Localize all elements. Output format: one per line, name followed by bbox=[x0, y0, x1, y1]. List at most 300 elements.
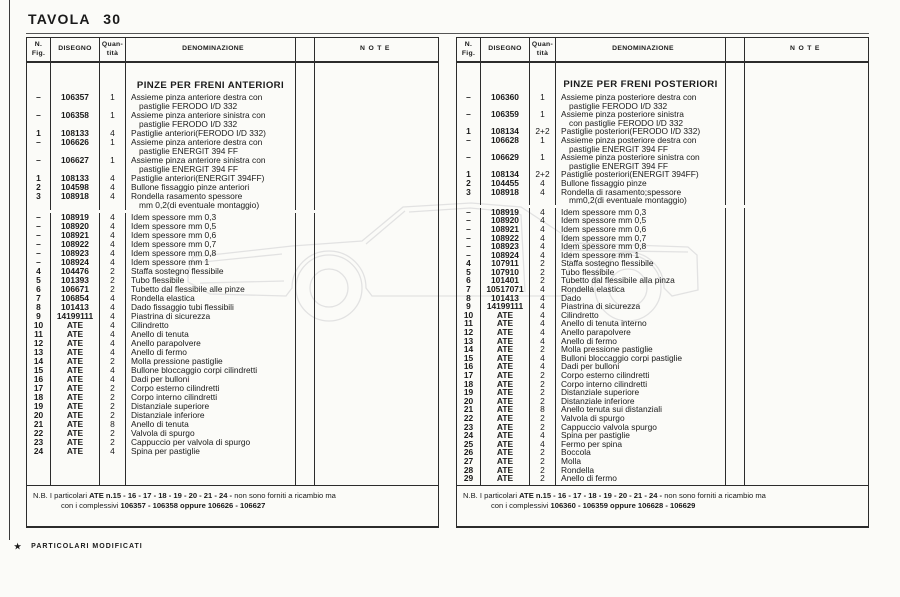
fig-cell: – bbox=[457, 216, 481, 225]
table-row bbox=[457, 302, 868, 311]
table-row bbox=[27, 393, 438, 402]
note-cell bbox=[745, 414, 868, 423]
note-cell bbox=[315, 231, 438, 240]
fig-cell: 5 bbox=[27, 276, 51, 285]
star-cell bbox=[726, 294, 745, 303]
denominazione-line: Distanziale superiore bbox=[561, 387, 640, 398]
denominazione-line: Assieme pinza posteriore sinistra bbox=[561, 109, 684, 120]
star-cell bbox=[296, 429, 315, 438]
fig-cell: – bbox=[27, 231, 51, 240]
table-row bbox=[27, 339, 438, 348]
disegno-cell: ATE bbox=[51, 402, 100, 411]
note-cell bbox=[315, 213, 438, 222]
table-row bbox=[27, 312, 438, 321]
disegno-cell: 108919 bbox=[51, 213, 100, 222]
qty-cell: 4 bbox=[100, 303, 126, 312]
disegno-cell: ATE bbox=[481, 362, 530, 371]
star-cell bbox=[726, 354, 745, 363]
fig-cell: – bbox=[27, 240, 51, 249]
denominazione-line: Corpo interno cilindretti bbox=[131, 392, 218, 402]
denominazione-line: Idem spessore mm 0,6 bbox=[561, 223, 647, 234]
disegno-cell: ATE bbox=[481, 423, 530, 432]
col-header-fig: N. Fig. bbox=[27, 38, 51, 61]
denominazione-line: Dadi per bulloni bbox=[561, 361, 620, 372]
star-cell bbox=[296, 357, 315, 366]
disegno-cell: 108924 bbox=[481, 251, 530, 260]
table-row bbox=[27, 384, 438, 393]
qty-cell: 4 bbox=[100, 213, 126, 222]
note-cell bbox=[745, 294, 868, 303]
note-cell bbox=[745, 127, 868, 136]
disegno-cell: 106358 bbox=[51, 111, 100, 129]
note-cell bbox=[315, 348, 438, 357]
denominazione-line: Bullone fissaggio pinze bbox=[561, 177, 647, 188]
fig-cell: – bbox=[457, 234, 481, 243]
star-cell bbox=[296, 321, 315, 330]
modified-parts-legend bbox=[14, 542, 143, 551]
denominazione-line: Anello di tenuta interno bbox=[561, 318, 647, 329]
qty-cell: 2 bbox=[530, 457, 556, 466]
denominazione-line: Bullone bloccaggio corpi cilindretti bbox=[131, 365, 258, 375]
table-row bbox=[457, 311, 868, 320]
fig-cell: 14 bbox=[457, 345, 481, 354]
note-cell bbox=[745, 457, 868, 466]
star-cell bbox=[726, 285, 745, 294]
disegno-cell: ATE bbox=[481, 319, 530, 328]
star-cell bbox=[296, 330, 315, 339]
star-cell bbox=[296, 93, 315, 111]
nb-footnote bbox=[457, 485, 868, 526]
denominazione-cell bbox=[126, 111, 296, 129]
star-cell bbox=[296, 192, 315, 210]
fig-cell: – bbox=[457, 242, 481, 251]
qty-cell: 1 bbox=[530, 110, 556, 127]
denominazione-line: Tubo flessibile bbox=[561, 266, 615, 277]
star-cell bbox=[726, 127, 745, 136]
fig-cell: 12 bbox=[457, 328, 481, 337]
fig-cell: – bbox=[457, 110, 481, 127]
note-cell bbox=[315, 285, 438, 294]
qty-cell: 4 bbox=[530, 431, 556, 440]
star-cell bbox=[726, 225, 745, 234]
qty-cell: 4 bbox=[100, 339, 126, 348]
note-cell bbox=[315, 411, 438, 420]
fig-cell: 10 bbox=[27, 321, 51, 330]
table-header bbox=[457, 38, 868, 63]
star-cell bbox=[726, 405, 745, 414]
denominazione-line: Pastiglie anteriori(ENERGIT 394FF) bbox=[131, 173, 265, 183]
table-row bbox=[27, 138, 438, 156]
fig-cell: 28 bbox=[457, 466, 481, 475]
denominazione-line: Corpo esterno cilindretti bbox=[131, 383, 220, 393]
qty-cell: 1 bbox=[100, 93, 126, 111]
star-cell bbox=[726, 388, 745, 397]
note-cell bbox=[745, 362, 868, 371]
star-cell bbox=[296, 366, 315, 375]
denominazione-line: Idem spessore mm 0,7 bbox=[561, 232, 647, 243]
table-row bbox=[457, 354, 868, 363]
fig-cell: 6 bbox=[27, 285, 51, 294]
qty-cell: 1 bbox=[100, 111, 126, 129]
disegno-cell: 108924 bbox=[51, 258, 100, 267]
qty-cell: 4 bbox=[100, 249, 126, 258]
table-row bbox=[457, 188, 868, 205]
disegno-cell: 104455 bbox=[481, 179, 530, 188]
disegno-cell: ATE bbox=[51, 420, 100, 429]
fig-cell: 24 bbox=[457, 431, 481, 440]
disegno-cell: ATE bbox=[481, 337, 530, 346]
qty-cell: 2 bbox=[530, 397, 556, 406]
note-cell bbox=[315, 276, 438, 285]
star-cell bbox=[296, 339, 315, 348]
star-cell bbox=[296, 375, 315, 384]
qty-cell: 4 bbox=[530, 294, 556, 303]
qty-cell: 2 bbox=[530, 474, 556, 483]
qty-cell: 4 bbox=[530, 188, 556, 205]
star-cell bbox=[726, 188, 745, 205]
star-cell bbox=[726, 448, 745, 457]
empty-filler-row bbox=[27, 456, 438, 485]
disegno-cell: 108921 bbox=[51, 231, 100, 240]
fig-cell: 9 bbox=[27, 312, 51, 321]
section-title: PINZE PER FRENI POSTERIORI bbox=[556, 63, 726, 93]
star-cell bbox=[726, 242, 745, 251]
note-cell bbox=[745, 328, 868, 337]
fig-cell: 9 bbox=[457, 302, 481, 311]
qty-cell: 4 bbox=[100, 348, 126, 357]
note-cell bbox=[315, 357, 438, 366]
qty-cell: 4 bbox=[100, 375, 126, 384]
star-cell bbox=[726, 380, 745, 389]
fig-cell: 2 bbox=[27, 183, 51, 192]
note-cell bbox=[745, 466, 868, 475]
fig-cell: 24 bbox=[27, 447, 51, 456]
note-cell bbox=[745, 354, 868, 363]
qty-cell: 2 bbox=[530, 423, 556, 432]
denominazione-line: Molla pressione pastiglie bbox=[131, 356, 223, 366]
fig-cell: 13 bbox=[27, 348, 51, 357]
qty-cell: 1 bbox=[530, 153, 556, 170]
qty-cell: 1 bbox=[100, 138, 126, 156]
denominazione-line: Rondella bbox=[561, 464, 595, 475]
denominazione-line: mm 0,2(di eventuale montaggio) bbox=[139, 200, 260, 210]
disegno-cell: 106359 bbox=[481, 110, 530, 127]
qty-cell: 4 bbox=[530, 208, 556, 217]
note-cell bbox=[745, 188, 868, 205]
disegno-cell: 108920 bbox=[51, 222, 100, 231]
note-cell bbox=[315, 330, 438, 339]
star-cell bbox=[296, 447, 315, 456]
disegno-cell: ATE bbox=[51, 447, 100, 456]
table-row bbox=[27, 366, 438, 375]
note-cell bbox=[745, 170, 868, 179]
denominazione-line: Cappuccio per valvola di spurgo bbox=[131, 437, 251, 447]
note-cell bbox=[315, 249, 438, 258]
table-row bbox=[457, 388, 868, 397]
nb-line1: N.B. I particolari ATE n.15 - 16 - 17 - 18 - 19 - 20 - 21 - 24 - non sono forniti a ricambio ma bbox=[33, 491, 336, 500]
disegno-cell: ATE bbox=[51, 429, 100, 438]
star-cell bbox=[296, 303, 315, 312]
note-cell bbox=[315, 456, 438, 485]
star-cell bbox=[296, 222, 315, 231]
disegno-cell: ATE bbox=[481, 466, 530, 475]
disegno-cell: 108922 bbox=[51, 240, 100, 249]
qty-cell: 4 bbox=[100, 312, 126, 321]
denominazione-line: Rondella elastica bbox=[561, 284, 625, 295]
disegno-cell: 107910 bbox=[481, 268, 530, 277]
denominazione-cell bbox=[556, 285, 726, 294]
qty-cell: 2+2 bbox=[530, 127, 556, 136]
denominazione-line: Idem spessore mm 0,5 bbox=[131, 221, 217, 231]
fig-cell: – bbox=[27, 213, 51, 222]
table-row bbox=[457, 457, 868, 466]
qty-cell: 4 bbox=[530, 216, 556, 225]
qty-cell: 4 bbox=[100, 294, 126, 303]
fig-cell: 23 bbox=[457, 423, 481, 432]
fig-cell: – bbox=[27, 93, 51, 111]
qty-cell: 2 bbox=[530, 466, 556, 475]
table-row bbox=[457, 414, 868, 423]
fig-cell: 26 bbox=[457, 448, 481, 457]
disegno-cell: ATE bbox=[51, 348, 100, 357]
fig-cell: 10 bbox=[457, 311, 481, 320]
denominazione-line: Idem spessore mm 0,3 bbox=[561, 206, 647, 217]
note-cell bbox=[315, 438, 438, 447]
fig-cell: – bbox=[457, 93, 481, 110]
denominazione-line: Rondella rasamento spessore bbox=[131, 191, 243, 201]
fig-cell: 8 bbox=[457, 294, 481, 303]
denominazione-line: Cappuccio valvola spurgo bbox=[561, 421, 657, 432]
qty-cell: 4 bbox=[530, 328, 556, 337]
denominazione-line: Idem spessore mm 1 bbox=[561, 249, 640, 260]
note-cell bbox=[315, 393, 438, 402]
star-cell bbox=[296, 138, 315, 156]
fig-cell: 18 bbox=[457, 380, 481, 389]
fig-cell: 1 bbox=[457, 170, 481, 179]
disegno-cell: 104476 bbox=[51, 267, 100, 276]
qty-cell: 4 bbox=[530, 311, 556, 320]
fig-cell: 7 bbox=[27, 294, 51, 303]
fig-cell: – bbox=[27, 111, 51, 129]
note-cell bbox=[745, 225, 868, 234]
qty-cell: 4 bbox=[100, 231, 126, 240]
denominazione-line: Assieme pinza anteriore destra con bbox=[131, 92, 263, 102]
denominazione-line: Piastrina di sicurezza bbox=[131, 311, 211, 321]
note-cell bbox=[315, 375, 438, 384]
disegno-cell: ATE bbox=[51, 411, 100, 420]
denominazione-line: Valvola di spurgo bbox=[561, 412, 625, 423]
qty-cell: 4 bbox=[530, 285, 556, 294]
denominazione-cell bbox=[126, 456, 296, 485]
disegno-cell: ATE bbox=[51, 375, 100, 384]
star-cell bbox=[726, 93, 745, 110]
fig-cell bbox=[27, 456, 51, 485]
qty-cell: 4 bbox=[100, 258, 126, 267]
table-row bbox=[27, 93, 438, 111]
disegno-cell: 108921 bbox=[481, 225, 530, 234]
denominazione-line: Bullone fissaggio pinze anteriori bbox=[131, 182, 250, 192]
table-row bbox=[27, 348, 438, 357]
denominazione-line: Anello di tenuta bbox=[131, 329, 189, 339]
fig-cell: 21 bbox=[457, 405, 481, 414]
fig-cell: 22 bbox=[457, 414, 481, 423]
denominazione-line: Dadi per bulloni bbox=[131, 374, 190, 384]
denominazione-cell bbox=[556, 136, 726, 153]
denominazione-line: Distanziale superiore bbox=[131, 401, 210, 411]
fig-cell: 22 bbox=[27, 429, 51, 438]
qty-cell: 8 bbox=[100, 420, 126, 429]
qty-cell: 1 bbox=[530, 93, 556, 110]
table-row bbox=[457, 328, 868, 337]
note-cell bbox=[315, 366, 438, 375]
fig-cell: 16 bbox=[27, 375, 51, 384]
qty-cell: 4 bbox=[100, 129, 126, 138]
qty-cell: 1 bbox=[530, 136, 556, 153]
star-cell bbox=[726, 208, 745, 217]
star-cell bbox=[726, 311, 745, 320]
denominazione-cell bbox=[126, 138, 296, 156]
note-cell bbox=[745, 388, 868, 397]
star-cell bbox=[296, 231, 315, 240]
nb-line1: N.B. I particolari ATE n.15 - 16 - 17 - 18 - 19 - 20 - 21 - 24 - non sono forniti a ricambio ma bbox=[463, 491, 766, 500]
fig-cell: – bbox=[457, 136, 481, 153]
fig-cell: 7 bbox=[457, 285, 481, 294]
note-cell bbox=[745, 474, 868, 483]
disegno-cell: ATE bbox=[481, 380, 530, 389]
fig-cell: 15 bbox=[27, 366, 51, 375]
note-cell bbox=[315, 384, 438, 393]
denominazione-line: Dado bbox=[561, 292, 582, 303]
qty-cell: 4 bbox=[530, 337, 556, 346]
disegno-cell: ATE bbox=[481, 388, 530, 397]
table-row bbox=[27, 321, 438, 330]
fig-cell: 19 bbox=[457, 388, 481, 397]
note-cell bbox=[315, 156, 438, 174]
denominazione-line: Assieme pinza posteriore destra con bbox=[561, 92, 697, 102]
star-cell bbox=[296, 183, 315, 192]
qty-cell: 4 bbox=[530, 179, 556, 188]
qty-cell: 4 bbox=[530, 302, 556, 311]
note-cell bbox=[315, 192, 438, 210]
disegno-cell: 101413 bbox=[51, 303, 100, 312]
denominazione-line: Idem spessore mm 0,8 bbox=[131, 248, 217, 258]
section-title-row bbox=[27, 63, 438, 93]
qty-cell bbox=[100, 456, 126, 485]
nb-footnote bbox=[27, 485, 438, 526]
table-row bbox=[457, 474, 868, 483]
fig-cell: – bbox=[457, 153, 481, 170]
denominazione-line: Corpo esterno cilindretti bbox=[561, 370, 650, 380]
note-cell bbox=[315, 129, 438, 138]
denominazione-line: Anello di fermo bbox=[561, 335, 617, 346]
disegno-cell: ATE bbox=[481, 345, 530, 354]
table-row bbox=[27, 330, 438, 339]
disegno-cell: ATE bbox=[51, 339, 100, 348]
star-cell bbox=[726, 251, 745, 260]
disegno-cell: 108133 bbox=[51, 129, 100, 138]
table-row bbox=[457, 380, 868, 389]
note-cell bbox=[745, 405, 868, 414]
note-cell bbox=[745, 440, 868, 449]
disegno-cell: 101393 bbox=[51, 276, 100, 285]
fig-cell: 14 bbox=[27, 357, 51, 366]
disegno-cell: ATE bbox=[51, 321, 100, 330]
denominazione-cell bbox=[556, 448, 726, 457]
disegno-cell: ATE bbox=[481, 431, 530, 440]
table-row bbox=[27, 447, 438, 456]
star-cell bbox=[296, 111, 315, 129]
table-row bbox=[457, 362, 868, 371]
qty-cell: 4 bbox=[100, 222, 126, 231]
qty-cell: 4 bbox=[100, 366, 126, 375]
denominazione-cell bbox=[556, 110, 726, 127]
denominazione-line: Pastiglie anteriori(FERODO I/D 332) bbox=[131, 128, 266, 138]
star-cell bbox=[726, 259, 745, 268]
note-cell bbox=[745, 216, 868, 225]
qty-cell: 4 bbox=[100, 447, 126, 456]
denominazione-line: Anello di fermo bbox=[561, 473, 617, 484]
denominazione-line: Distanziale inferiore bbox=[131, 410, 205, 420]
qty-cell: 2 bbox=[530, 268, 556, 277]
star-cell bbox=[726, 234, 745, 243]
denominazione-cell bbox=[556, 474, 726, 483]
page-spine-line bbox=[9, 0, 10, 540]
qty-cell: 4 bbox=[100, 330, 126, 339]
denominazione-cell bbox=[556, 93, 726, 110]
note-cell bbox=[745, 110, 868, 127]
denominazione-cell bbox=[126, 192, 296, 210]
disegno-cell: 106627 bbox=[51, 156, 100, 174]
fig-cell: – bbox=[27, 258, 51, 267]
star-cell bbox=[726, 397, 745, 406]
qty-cell: 2+2 bbox=[530, 170, 556, 179]
qty-cell: 4 bbox=[530, 319, 556, 328]
denominazione-line: Piastrina di sicurezza bbox=[561, 301, 641, 312]
fig-cell: – bbox=[457, 251, 481, 260]
qty-cell: 2 bbox=[530, 414, 556, 423]
disegno-cell: ATE bbox=[481, 457, 530, 466]
star-cell bbox=[726, 440, 745, 449]
note-cell bbox=[315, 402, 438, 411]
disegno-cell: 108918 bbox=[51, 192, 100, 210]
fig-cell: – bbox=[27, 156, 51, 174]
note-cell bbox=[745, 93, 868, 110]
denominazione-line: Idem spessore mm 1 bbox=[131, 257, 210, 267]
fig-cell: 25 bbox=[457, 440, 481, 449]
denominazione-line: Cilindretto bbox=[131, 320, 169, 330]
header-rule bbox=[26, 33, 869, 34]
star-cell bbox=[296, 174, 315, 183]
note-cell bbox=[745, 285, 868, 294]
denominazione-line: Pastiglie posteriori(ENERGIT 394FF) bbox=[561, 169, 699, 180]
star-cell bbox=[726, 110, 745, 127]
disegno-cell: ATE bbox=[481, 371, 530, 380]
star-cell bbox=[296, 276, 315, 285]
disegno-cell: 108922 bbox=[481, 234, 530, 243]
star-cell bbox=[726, 170, 745, 179]
fig-cell: 17 bbox=[457, 371, 481, 380]
note-cell bbox=[315, 138, 438, 156]
qty-cell: 2 bbox=[530, 345, 556, 354]
denominazione-line: Distanziale inferiore bbox=[561, 395, 635, 406]
denominazione-line: Anello parapolvere bbox=[131, 338, 201, 348]
table-row bbox=[27, 375, 438, 384]
disegno-cell: ATE bbox=[481, 474, 530, 483]
denominazione-line: Tubetto dal flessibile alla pinza bbox=[561, 275, 675, 286]
disegno-cell: ATE bbox=[51, 357, 100, 366]
fig-cell: 20 bbox=[457, 397, 481, 406]
denominazione-line: Molla bbox=[561, 455, 582, 466]
